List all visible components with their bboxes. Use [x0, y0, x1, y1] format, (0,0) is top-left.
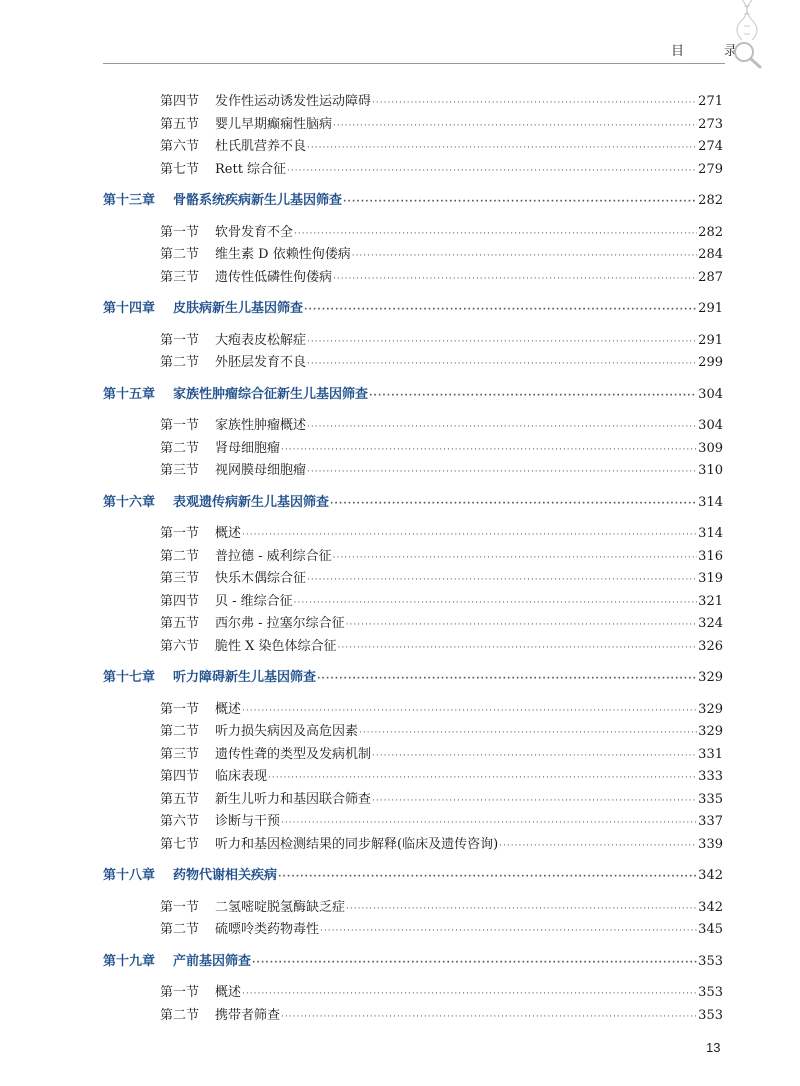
- section-title: 快乐木偶综合征: [215, 571, 307, 586]
- dot-leader: [242, 989, 697, 999]
- section-title: 临床表现: [215, 769, 268, 784]
- dot-leader: [281, 818, 697, 828]
- toc-section-row[interactable]: [103, 437, 723, 460]
- section-number: 第二节: [160, 922, 200, 937]
- dot-leader: [346, 620, 698, 630]
- chapter-title: 听力障碍新生儿基因筛查: [173, 670, 317, 685]
- toc-chapter-row[interactable]: [103, 189, 723, 212]
- page-ref: 282: [698, 193, 723, 208]
- dot-leader: [352, 251, 697, 261]
- section-label: [160, 351, 306, 370]
- section-label: [160, 720, 358, 739]
- dot-leader: [307, 467, 697, 477]
- section-title: Rett 综合征: [215, 161, 287, 177]
- section-title: 发作性运动诱发性运动障碍: [215, 94, 372, 109]
- section-number: 第一节: [160, 985, 200, 1000]
- dot-leader: [294, 598, 698, 608]
- section-number: 第一节: [160, 526, 200, 541]
- section-title: 大疱表皮松解症: [215, 332, 307, 348]
- dot-leader: [304, 305, 697, 315]
- dot-leader: [268, 773, 697, 783]
- section-title: 概述: [215, 701, 242, 717]
- section-number: 第一节: [160, 332, 200, 348]
- section-number: 第三节: [160, 746, 200, 762]
- section-label: [160, 243, 351, 262]
- section-title: 普拉德 - 威利综合征: [215, 548, 332, 564]
- section-title: 杜氏肌营养不良: [215, 139, 307, 154]
- toc-section-row[interactable]: [103, 896, 723, 919]
- dot-leader: [294, 229, 697, 239]
- page-ref: 282: [698, 224, 723, 240]
- toc-section-row[interactable]: [103, 981, 723, 1004]
- page-ref: 335: [698, 791, 723, 807]
- page-ref: 329: [698, 670, 723, 685]
- toc-section-row[interactable]: [103, 765, 723, 788]
- toc-section-row[interactable]: [103, 243, 723, 266]
- dot-leader: [338, 643, 698, 653]
- toc-section-row[interactable]: [103, 788, 723, 811]
- chapter-title: 表观遗传病新生儿基因筛查: [173, 494, 330, 510]
- page-ref: 304: [698, 418, 723, 433]
- section-number: 第一节: [160, 899, 200, 915]
- section-label: [160, 788, 371, 807]
- dot-leader: [320, 926, 697, 936]
- toc-section-row[interactable]: [103, 635, 723, 658]
- page-ref: 309: [698, 440, 723, 456]
- dot-leader: [372, 796, 697, 806]
- chapter-number: 第十七章: [103, 670, 156, 685]
- toc-section-row[interactable]: [103, 158, 723, 181]
- section-title: 硫嘌呤类药物毒性: [215, 922, 320, 937]
- toc-section-row[interactable]: [103, 918, 723, 941]
- dot-leader: [242, 706, 697, 716]
- section-number: 第六节: [160, 814, 200, 829]
- toc-section-row[interactable]: [103, 698, 723, 721]
- section-label: [160, 833, 498, 852]
- page-header-title: 目 录: [671, 44, 756, 59]
- chapter-label: [103, 950, 251, 969]
- page-ref: 284: [698, 247, 723, 262]
- section-number: 第六节: [160, 638, 200, 654]
- toc-section-row[interactable]: [103, 833, 723, 856]
- dot-leader: [317, 674, 697, 684]
- page-ref: 339: [698, 836, 723, 852]
- toc-section-row[interactable]: [103, 612, 723, 635]
- dot-leader: [346, 904, 697, 914]
- toc-section-row[interactable]: [103, 414, 723, 437]
- dot-leader: [252, 958, 697, 968]
- dot-leader: [333, 274, 697, 284]
- dot-leader: [343, 197, 697, 207]
- toc-chapter-row[interactable]: [103, 383, 723, 406]
- page-ref: 329: [698, 724, 723, 739]
- section-number: 第五节: [160, 116, 200, 132]
- dot-leader: [307, 575, 697, 585]
- toc-chapter-row[interactable]: [103, 297, 723, 320]
- section-number: 第二节: [160, 440, 200, 456]
- section-title: 西尔弗 - 拉塞尔综合征: [215, 616, 345, 631]
- chapter-number: 第十九章: [103, 953, 156, 969]
- page-ref: 342: [698, 868, 723, 883]
- page-ref: 331: [698, 746, 723, 762]
- section-title: 遗传性低磷性佝偻病: [215, 269, 333, 285]
- section-label: [160, 221, 293, 240]
- section-label: [160, 896, 345, 915]
- section-title: 贝 - 维综合征: [215, 593, 293, 609]
- section-number: 第一节: [160, 224, 200, 240]
- page-ref: 299: [698, 355, 723, 370]
- chapter-number: 第十八章: [103, 868, 156, 883]
- chapter-number: 第十三章: [103, 193, 156, 208]
- page-ref: 321: [698, 593, 723, 609]
- dot-leader: [278, 872, 697, 882]
- chapter-title: 药物代谢相关疾病: [173, 868, 278, 883]
- page-ref: 316: [698, 548, 723, 564]
- section-label: [160, 567, 306, 586]
- section-number: 第四节: [160, 94, 200, 109]
- dot-leader: [307, 143, 697, 153]
- section-number: 第三节: [160, 463, 200, 478]
- page-ref: 326: [698, 638, 723, 654]
- section-label: [160, 612, 345, 631]
- section-number: 第五节: [160, 791, 200, 807]
- page-ref: 271: [698, 94, 723, 109]
- page-ref: 287: [698, 269, 723, 285]
- dot-leader: [242, 530, 697, 540]
- toc-chapter-row[interactable]: [103, 864, 723, 887]
- section-label: [160, 113, 332, 132]
- toc-chapter-row[interactable]: [103, 666, 723, 689]
- section-title: 携带者筛查: [215, 1007, 281, 1023]
- section-number: 第二节: [160, 724, 200, 739]
- magnifier-dna-icon: [722, 0, 772, 70]
- section-title: 概述: [215, 985, 242, 1000]
- chapter-title: 家族性肿瘤综合征新生儿基因筛查: [173, 386, 369, 402]
- dot-leader: [307, 337, 697, 347]
- section-title: 二氢嘧啶脱氢酶缺乏症: [215, 899, 346, 915]
- toc-chapter-row[interactable]: [103, 491, 723, 514]
- toc-section-row[interactable]: [103, 743, 723, 766]
- section-title: 新生儿听力和基因联合筛查: [215, 791, 372, 807]
- section-label: [160, 590, 293, 609]
- chapter-label: [103, 297, 303, 316]
- page-ref: 314: [698, 494, 723, 510]
- section-title: 维生素 D 依赖性佝偻病: [215, 247, 351, 262]
- chapter-label: [103, 491, 329, 510]
- chapter-title: 皮肤病新生儿基因筛查: [173, 301, 304, 316]
- section-title: 脆性 X 染色体综合征: [215, 638, 337, 654]
- section-title: 肾母细胞瘤: [215, 440, 281, 456]
- page-ref: 353: [698, 953, 723, 969]
- section-title: 概述: [215, 526, 242, 541]
- toc-section-row[interactable]: [103, 135, 723, 158]
- section-label: [160, 635, 337, 654]
- section-label: [160, 266, 332, 285]
- section-title: 诊断与干预: [215, 814, 281, 829]
- section-label: [160, 437, 280, 456]
- section-number: 第一节: [160, 701, 200, 717]
- dot-leader: [281, 445, 697, 455]
- toc-section-row[interactable]: [103, 351, 723, 374]
- section-label: [160, 981, 241, 1000]
- toc-section-row[interactable]: [103, 90, 723, 113]
- dot-leader: [287, 166, 697, 176]
- page-ref: 273: [698, 116, 723, 132]
- section-title: 家族性肿瘤概述: [215, 418, 307, 433]
- section-label: [160, 414, 306, 433]
- toc-section-row[interactable]: [103, 810, 723, 833]
- section-label: [160, 1004, 280, 1023]
- page-ref: 342: [698, 899, 723, 915]
- section-number: 第三节: [160, 269, 200, 285]
- section-label: [160, 918, 319, 937]
- page-ref: 274: [698, 139, 723, 154]
- page-number: 13: [706, 1040, 721, 1055]
- section-title: 听力和基因检测结果的同步解释(临床及遗传咨询): [215, 836, 499, 852]
- dot-leader: [359, 728, 697, 738]
- chapter-label: [103, 864, 277, 883]
- page-ref: 353: [698, 1007, 723, 1023]
- section-number: 第六节: [160, 139, 200, 154]
- toc-chapter-row[interactable]: [103, 950, 723, 973]
- chapter-label: [103, 189, 342, 208]
- page-ref: 304: [698, 386, 723, 402]
- page-ref: 329: [698, 701, 723, 717]
- section-number: 第五节: [160, 616, 200, 631]
- page-ref: 353: [698, 985, 723, 1000]
- section-label: [160, 158, 286, 177]
- section-label: [160, 522, 241, 541]
- dot-leader: [307, 422, 697, 432]
- toc-section-row[interactable]: [103, 545, 723, 568]
- section-number: 第二节: [160, 355, 200, 370]
- section-number: 第三节: [160, 571, 200, 586]
- section-title: 遗传性聋的类型及发病机制: [215, 746, 372, 762]
- dot-leader: [307, 359, 697, 369]
- toc-section-row[interactable]: [103, 329, 723, 352]
- dot-leader: [499, 841, 697, 851]
- toc-section-row[interactable]: [103, 567, 723, 590]
- page-ref: 324: [698, 616, 723, 631]
- section-label: [160, 743, 371, 762]
- dot-leader: [330, 499, 697, 509]
- page-ref: 310: [698, 463, 723, 478]
- section-number: 第七节: [160, 161, 200, 177]
- section-label: [160, 765, 267, 784]
- toc-section-row[interactable]: [103, 459, 723, 482]
- table-of-contents: [103, 90, 723, 1026]
- toc-section-row[interactable]: [103, 590, 723, 613]
- chapter-title: 骨骼系统疾病新生儿基因筛查: [173, 193, 343, 208]
- section-label: [160, 698, 241, 717]
- page-ref: 319: [698, 571, 723, 586]
- section-number: 第四节: [160, 593, 200, 609]
- page-ref: 337: [698, 814, 723, 829]
- section-number: 第二节: [160, 548, 200, 564]
- page-ref: 291: [698, 332, 723, 348]
- toc-section-row[interactable]: [103, 720, 723, 743]
- toc-section-row[interactable]: [103, 1004, 723, 1027]
- chapter-number: 第十四章: [103, 301, 156, 316]
- dot-leader: [369, 391, 697, 401]
- page-ref: 279: [698, 161, 723, 177]
- section-label: [160, 545, 332, 564]
- section-number: 第七节: [160, 836, 200, 852]
- toc-section-row[interactable]: [103, 113, 723, 136]
- toc-section-row[interactable]: [103, 266, 723, 289]
- section-number: 第二节: [160, 247, 200, 262]
- section-label: [160, 329, 306, 348]
- page-ref: 314: [698, 526, 723, 541]
- section-title: 听力损失病因及高危因素: [215, 724, 359, 739]
- section-label: [160, 90, 371, 109]
- section-number: 第二节: [160, 1007, 200, 1023]
- chapter-label: [103, 383, 368, 402]
- chapter-label: [103, 666, 316, 685]
- toc-section-row[interactable]: [103, 522, 723, 545]
- section-title: 视网膜母细胞瘤: [215, 463, 307, 478]
- page-ref: 345: [698, 922, 723, 937]
- dot-leader: [281, 1012, 697, 1022]
- section-label: [160, 810, 280, 829]
- section-number: 第四节: [160, 769, 200, 784]
- dot-leader: [372, 751, 697, 761]
- dot-leader: [333, 553, 698, 563]
- dot-leader: [333, 121, 697, 131]
- section-title: 外胚层发育不良: [215, 355, 307, 370]
- page-ref: 333: [698, 769, 723, 784]
- chapter-number: 第十五章: [103, 386, 156, 402]
- section-label: [160, 135, 306, 154]
- section-number: 第一节: [160, 418, 200, 433]
- toc-section-row[interactable]: [103, 221, 723, 244]
- section-title: 软骨发育不全: [215, 224, 294, 240]
- chapter-title: 产前基因筛查: [173, 953, 252, 969]
- dot-leader: [372, 98, 697, 108]
- chapter-number: 第十六章: [103, 494, 156, 510]
- section-label: [160, 459, 306, 478]
- page-ref: 291: [698, 301, 723, 316]
- section-title: 婴儿早期癫痫性脑病: [215, 116, 333, 132]
- header-rule: [103, 63, 725, 64]
